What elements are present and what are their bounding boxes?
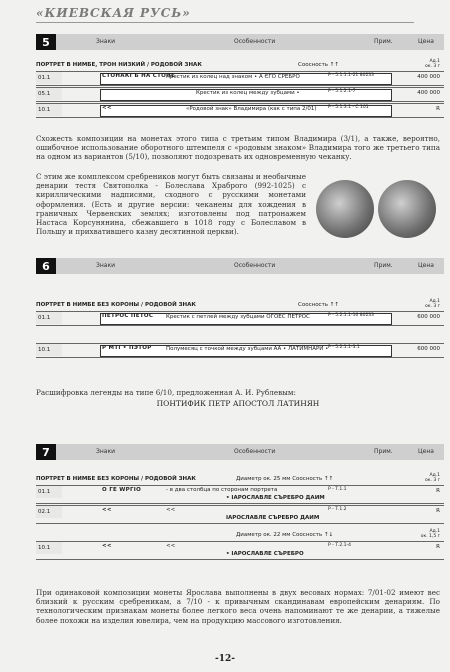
row-id: 10.1 — [36, 542, 62, 554]
table-row — [36, 505, 444, 524]
row-legend: СТОНАКГЪ НА СТОЛЕ — [102, 73, 176, 79]
col-notes: Прим. — [374, 448, 393, 455]
section-header-bar — [36, 258, 444, 274]
col-notes: Прим. — [374, 38, 393, 45]
row-code: Р - 5.1.3.1 - С 101 — [328, 105, 369, 110]
coin-reverse-image — [378, 180, 436, 238]
section-subheader — [36, 274, 444, 310]
row-legend: << — [102, 543, 112, 549]
row-code: Р - Т.1.1 — [328, 487, 347, 492]
row-desc-2: ІАРОСЛАВЛЕ СЪРЕБРО ДАИМ — [226, 515, 320, 521]
section-header-bar — [36, 34, 444, 50]
row-desc: << — [166, 543, 176, 549]
section-6 — [36, 258, 444, 358]
weight-label-2: Ад.1 ок. 1,5 г — [420, 529, 440, 539]
table-row — [36, 541, 444, 560]
section-subtitle: ПОРТРЕТ В НИМБЕ, ТРОН НИЗКИЙ / РОДОВОЙ ЗНАК — [36, 62, 202, 68]
row-desc: «Родовой знак» Владимира (как с типа 2/01) — [186, 106, 317, 112]
alignment-label: Соосность ↑↑ — [298, 302, 339, 308]
row-price: R — [436, 106, 440, 112]
row-price: R — [436, 508, 440, 514]
row-desc: Крестик из колец между зубцами • — [196, 90, 300, 96]
alignment-label: Диаметр ок. 25 мм Соосность ↑↑ — [236, 476, 334, 482]
row-id: 01.1 — [36, 312, 62, 324]
row-price: 400 000 — [417, 74, 440, 80]
row-legend: Р МТІ • ПЭТОР — [102, 345, 152, 351]
row-code: Р - Т.1.2 — [328, 507, 347, 512]
row-legend: О ГЕ WРГІО — [102, 487, 142, 493]
col-features: Особенности — [234, 262, 276, 269]
weight-label: Ад.1 ок. 3 г — [425, 473, 440, 483]
header-rule — [36, 22, 414, 23]
page-number: -12- — [215, 654, 235, 664]
col-notes: Прим. — [374, 262, 393, 269]
row-desc: Крестик с петлей между зубцами ОГОЕС ПЕТРОС — [166, 314, 310, 320]
weight-label: Ад.1 ок. 3 г — [425, 59, 440, 69]
section-subheader — [36, 50, 444, 70]
row-code: Р - Т.2.1-4 — [328, 543, 352, 548]
table-row — [36, 485, 444, 504]
row-desc-2: • ІАРОСЛАВЛЕ СЪРЕБРО ДАИМ — [226, 495, 325, 501]
running-header: «КИЕВСКАЯ РУСЬ» — [36, 6, 191, 20]
row-legend: ПЕТРОС ПЕТОС — [102, 313, 154, 319]
paragraph-1: Схожесть композиции на монетах этого типа с третьим типом Владимира (3/1), а также, вероятно, ошибочное использование оборотного штемпеля с «родовым знаком» Владимира того же третьего типа на одном из вариантов (5/10), позволяют подозревать их одновременную чеканку. — [36, 134, 440, 162]
legend-decoding-intro: Расшифровка легенды на типе 6/10, предложенная А. И. Рублевым: — [36, 388, 296, 397]
row-id: 01.1 — [36, 72, 62, 84]
row-id: 01.1 — [36, 486, 62, 498]
row-price: 400 000 — [417, 90, 440, 96]
row-legend: << — [102, 105, 112, 111]
row-desc: - в два столбца по сторонам портрета — [166, 487, 278, 493]
col-features: Особенности — [234, 448, 276, 455]
row-price: R — [436, 488, 440, 494]
row-id: 05.1 — [36, 88, 62, 100]
col-price: Цена — [418, 38, 434, 45]
row-id: 10.1 — [36, 104, 62, 116]
section-header-bar — [36, 444, 444, 460]
paragraph-4: При одинаковой композиции монеты Ярослава выполнены в двух весовых нормах: 7/01-02 имеют вес близкий к русским сребреникам, а 7/10 - к привычным скандинавам европейским денариям. По технологическим признакам монеты более легкого веса очень напоминают те же денарии, а тяжелые более похожи на изделия ювелира, чем на продукцию массового изготовления. — [36, 588, 440, 625]
row-desc: << — [166, 507, 176, 513]
row-id: 02.1 — [36, 506, 62, 518]
alignment-label-2: Диаметр ок. 22 мм Соосность ↑↓ — [236, 532, 334, 538]
table-row — [36, 311, 444, 326]
row-desc: Полумесяц с точкой между зубцами АА • ЛАТИМНАРИ • — [166, 346, 329, 352]
legend-decoding: ПОНТИФИК ПЕТР АПОСТОЛ ЛАТИНЯН — [156, 399, 320, 408]
section-subheader — [36, 460, 444, 484]
col-features: Особенности — [234, 38, 276, 45]
row-price: 600 000 — [417, 346, 440, 352]
row-code: Р - 5.2.1.1-3.1 — [328, 345, 360, 350]
row-desc-2: • ІАРОСЛАВЛЕ СЪРЕБРО — [226, 551, 304, 557]
section-number: 7 — [36, 444, 56, 460]
row-desc: Крестик из колец над знаком • А ЄГО СРЕБРО — [166, 74, 300, 80]
col-price: Цена — [418, 262, 434, 269]
col-signs: Знаки — [96, 38, 115, 45]
section-number: 5 — [36, 34, 56, 50]
row-code: Р - 5.1.2.1-7 — [328, 89, 356, 94]
row-id: 10.1 — [36, 344, 62, 356]
col-signs: Знаки — [96, 448, 115, 455]
row-code: Р - 5.1.1.1-21 80233 — [328, 73, 375, 78]
table-row — [36, 87, 444, 102]
section-subheader-2 — [36, 524, 444, 540]
table-row — [36, 71, 444, 86]
section-number: 6 — [36, 258, 56, 274]
section-subtitle: ПОРТРЕТ В НИМБЕ БЕЗ КОРОНЫ / РОДОВОЙ ЗНАК — [36, 476, 196, 482]
row-price: R — [436, 544, 440, 550]
section-7 — [36, 444, 444, 560]
row-legend: << — [102, 507, 112, 513]
col-signs: Знаки — [96, 262, 115, 269]
row-price: 600 000 — [417, 314, 440, 320]
row-code: Р - 5.2.1.1-16 80233 — [328, 313, 375, 318]
table-row — [36, 103, 444, 118]
weight-label: Ад.1 ок. 3 г — [425, 299, 440, 309]
section-subtitle: ПОРТРЕТ В НИМБЕ БЕЗ КОРОНЫ / РОДОВОЙ ЗНАК — [36, 302, 196, 308]
table-row — [36, 343, 444, 358]
paragraph-2: С этим же комплексом сребреников могут быть связаны и необычные денарии тестя Святополка - Болеслава Храброго (992-1025) с кириллическими надписями, сходного с русскими монетами оформления. (Есть и другие версии: чеканены для хождения в граничных Червенских землях; изготовлены под патронажем Настаса Корсунянина, сбежавшего в 1018 году с Болеславом в Польшу и прихватившего казну десятинной церкви). — [36, 172, 306, 237]
col-price: Цена — [418, 448, 434, 455]
section-5 — [36, 34, 444, 118]
alignment-label: Соосность ↑↑ — [298, 62, 339, 68]
coin-obverse-image — [316, 180, 374, 238]
